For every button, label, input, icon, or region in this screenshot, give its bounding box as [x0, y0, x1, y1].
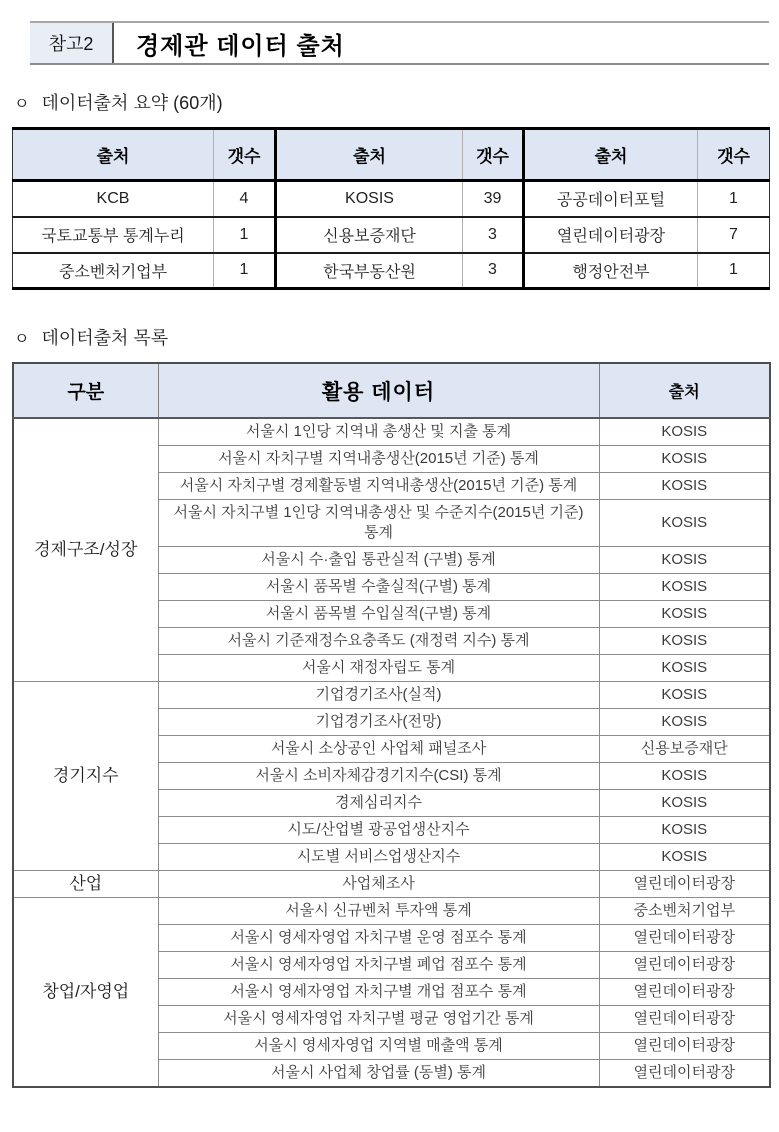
source-cell: KOSIS	[599, 418, 770, 446]
category-cell: 창업/자영업	[13, 898, 158, 1088]
bullet-icon: ㅇ	[14, 96, 30, 113]
source-cell: KOSIS	[599, 817, 770, 844]
summary-count-cell: 1	[214, 253, 276, 289]
source-cell: KOSIS	[599, 574, 770, 601]
data-name-cell: 서울시 자치구별 지역내총생산(2015년 기준) 통계	[158, 446, 599, 473]
category-cell: 경제구조/성장	[13, 418, 158, 682]
source-cell: KOSIS	[599, 682, 770, 709]
data-name-cell: 서울시 영세자영업 자치구별 평균 영업기간 통계	[158, 1006, 599, 1033]
summary-table-row	[13, 253, 770, 289]
summary-header-source-2: 출처	[276, 129, 463, 181]
summary-header-count-1: 갯수	[214, 129, 276, 181]
data-name-cell: 시도/산업별 광공업생산지수	[158, 817, 599, 844]
data-name-cell: 서울시 재정자립도 통계	[158, 655, 599, 682]
data-name-cell: 사업체조사	[158, 871, 599, 898]
reference-header	[30, 21, 769, 65]
source-cell: KOSIS	[599, 500, 770, 547]
data-name-cell: 서울시 영세자영업 지역별 매출액 통계	[158, 1033, 599, 1060]
summary-count-cell: 3	[463, 217, 524, 253]
summary-source-cell: 신용보증재단	[276, 217, 463, 253]
data-name-cell: 서울시 영세자영업 자치구별 폐업 점포수 통계	[158, 952, 599, 979]
reference-badge: 참고2	[30, 23, 114, 63]
list-table-header	[13, 363, 770, 418]
summary-section-heading	[14, 89, 779, 115]
summary-header-source-1: 출처	[13, 129, 214, 181]
summary-table-row	[13, 181, 770, 217]
summary-count-cell: 3	[463, 253, 524, 289]
summary-table-header	[13, 129, 770, 181]
summary-count-cell: 1	[698, 181, 770, 217]
category-cell: 산업	[13, 871, 158, 898]
summary-source-cell: 공공데이터포털	[524, 181, 698, 217]
data-name-cell: 서울시 소상공인 사업체 패널조사	[158, 736, 599, 763]
list-header-source: 출처	[599, 363, 770, 418]
bullet-icon: ㅇ	[14, 331, 30, 348]
source-cell: KOSIS	[599, 628, 770, 655]
data-name-cell: 서울시 자치구별 경제활동별 지역내총생산(2015년 기준) 통계	[158, 473, 599, 500]
list-section-label: 데이터출처 목록	[41, 328, 169, 348]
page-title: 경제관 데이터 출처	[136, 32, 345, 60]
summary-source-cell: KCB	[13, 181, 214, 217]
data-name-cell: 경제심리지수	[158, 790, 599, 817]
data-name-cell: 서울시 신규벤처 투자액 통계	[158, 898, 599, 925]
data-name-cell: 서울시 영세자영업 자치구별 운영 점포수 통계	[158, 925, 599, 952]
list-table-row	[13, 418, 770, 446]
source-cell: 열린데이터광장	[599, 952, 770, 979]
category-cell: 경기지수	[13, 682, 158, 871]
source-cell: KOSIS	[599, 446, 770, 473]
data-name-cell: 서울시 수·출입 통관실적 (구별) 통계	[158, 547, 599, 574]
summary-header-count-2: 갯수	[463, 129, 524, 181]
summary-count-cell: 4	[214, 181, 276, 217]
list-header-data: 활용 데이터	[158, 363, 599, 418]
summary-source-cell: 한국부동산원	[276, 253, 463, 289]
source-cell: 신용보증재단	[599, 736, 770, 763]
list-section-heading	[14, 324, 779, 350]
source-cell: KOSIS	[599, 790, 770, 817]
list-header-category: 구분	[13, 363, 158, 418]
summary-header-source-3: 출처	[524, 129, 698, 181]
source-cell: 열린데이터광장	[599, 979, 770, 1006]
source-cell: KOSIS	[599, 763, 770, 790]
data-name-cell: 서울시 1인당 지역내 총생산 및 지출 통계	[158, 418, 599, 446]
summary-source-cell: KOSIS	[276, 181, 463, 217]
list-table-body	[13, 418, 770, 1087]
summary-source-cell: 국토교통부 통계누리	[13, 217, 214, 253]
summary-source-cell: 행정안전부	[524, 253, 698, 289]
data-name-cell: 서울시 사업체 창업률 (동별) 통계	[158, 1060, 599, 1088]
summary-count-cell: 39	[463, 181, 524, 217]
source-cell: 중소벤처기업부	[599, 898, 770, 925]
source-cell: 열린데이터광장	[599, 871, 770, 898]
data-name-cell: 기업경기조사(실적)	[158, 682, 599, 709]
summary-header-count-3: 갯수	[698, 129, 770, 181]
source-cell: KOSIS	[599, 547, 770, 574]
source-cell: 열린데이터광장	[599, 1006, 770, 1033]
source-cell: KOSIS	[599, 709, 770, 736]
summary-source-cell: 중소벤처기업부	[13, 253, 214, 289]
source-cell: KOSIS	[599, 473, 770, 500]
source-cell: 열린데이터광장	[599, 1060, 770, 1088]
data-name-cell: 기업경기조사(전망)	[158, 709, 599, 736]
summary-count-cell: 1	[698, 253, 770, 289]
data-name-cell: 서울시 영세자영업 자치구별 개업 점포수 통계	[158, 979, 599, 1006]
summary-count-cell: 1	[214, 217, 276, 253]
source-cell: KOSIS	[599, 844, 770, 871]
data-name-cell: 서울시 기준재정수요충족도 (재정력 지수) 통계	[158, 628, 599, 655]
summary-table-row	[13, 217, 770, 253]
summary-table	[12, 127, 770, 290]
source-cell: 열린데이터광장	[599, 925, 770, 952]
source-cell: 열린데이터광장	[599, 1033, 770, 1060]
data-name-cell: 서울시 자치구별 1인당 지역내총생산 및 수준지수(2015년 기준) 통계	[158, 500, 599, 547]
list-header-row	[13, 363, 770, 418]
data-name-cell: 서울시 소비자체감경기지수(CSI) 통계	[158, 763, 599, 790]
data-source-list-table	[12, 362, 771, 1088]
summary-count-cell: 7	[698, 217, 770, 253]
summary-source-cell: 열린데이터광장	[524, 217, 698, 253]
list-table-row	[13, 871, 770, 898]
list-table-row	[13, 682, 770, 709]
data-name-cell: 시도별 서비스업생산지수	[158, 844, 599, 871]
summary-section-label: 데이터출처 요약 (60개)	[41, 93, 223, 113]
summary-header-row	[13, 129, 770, 181]
list-table-row	[13, 898, 770, 925]
summary-table-body	[13, 181, 770, 289]
data-name-cell: 서울시 품목별 수입실적(구별) 통계	[158, 601, 599, 628]
source-cell: KOSIS	[599, 655, 770, 682]
data-name-cell: 서울시 품목별 수출실적(구별) 통계	[158, 574, 599, 601]
source-cell: KOSIS	[599, 601, 770, 628]
